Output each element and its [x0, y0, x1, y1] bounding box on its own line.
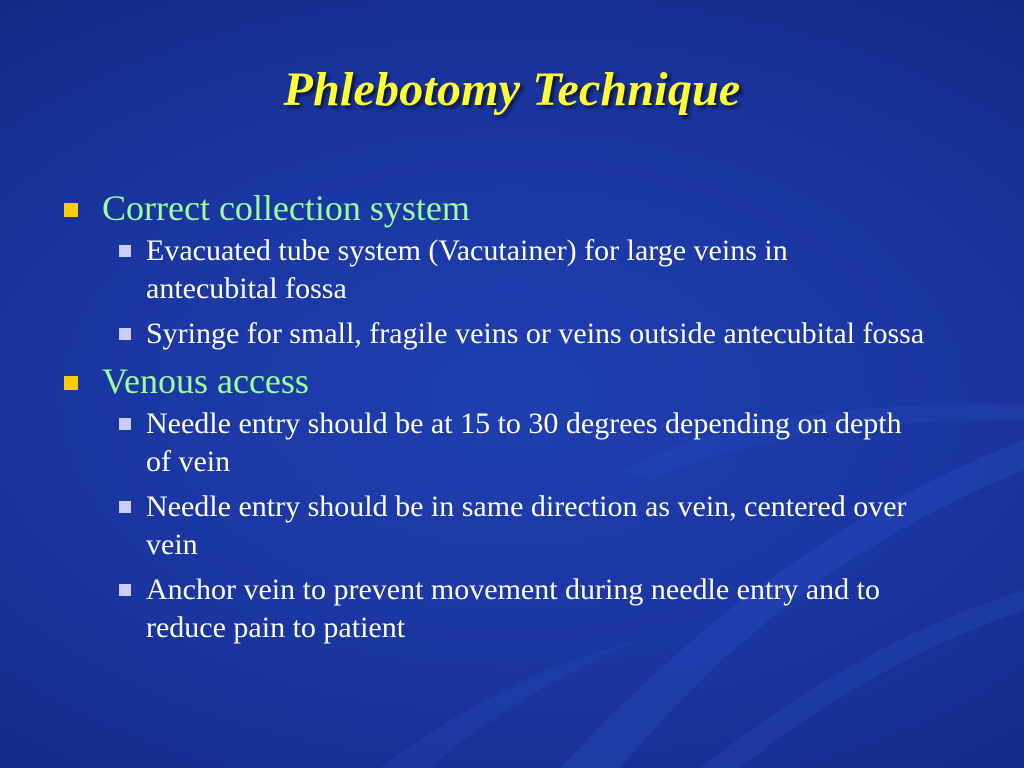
- section-heading-collection-system: [62, 186, 962, 230]
- square-bullet-icon: [119, 418, 131, 430]
- square-bullet-icon: [64, 203, 78, 217]
- section-heading-venous-access: [62, 359, 962, 403]
- square-bullet-icon: [64, 376, 78, 390]
- list-item-text: Anchor vein to prevent movement during needle entry and to reduce pain to patient: [146, 573, 880, 644]
- list-item: [62, 571, 926, 647]
- list-item-text: Needle entry should be in same direction as vein, centered over vein: [146, 490, 907, 561]
- section-heading-text: Venous access: [102, 361, 309, 401]
- list-item: [62, 232, 926, 308]
- square-bullet-icon: [119, 245, 131, 257]
- square-bullet-icon: [119, 328, 131, 340]
- square-bullet-icon: [119, 501, 131, 513]
- list-item: [62, 315, 926, 353]
- square-bullet-icon: [119, 584, 131, 596]
- list-item-text: Needle entry should be at 15 to 30 degrees depending on depth of vein: [146, 407, 902, 478]
- list-item-text: Evacuated tube system (Vacutainer) for large veins in antecubital fossa: [146, 234, 788, 305]
- list-item-text: Syringe for small, fragile veins or veins outside antecubital fossa: [146, 317, 925, 350]
- bullet-list: [62, 180, 962, 647]
- list-item: [62, 405, 926, 481]
- list-item: [62, 488, 926, 564]
- slide-title: Phlebotomy Technique: [283, 63, 741, 116]
- section-heading-text: Correct collection system: [102, 188, 470, 228]
